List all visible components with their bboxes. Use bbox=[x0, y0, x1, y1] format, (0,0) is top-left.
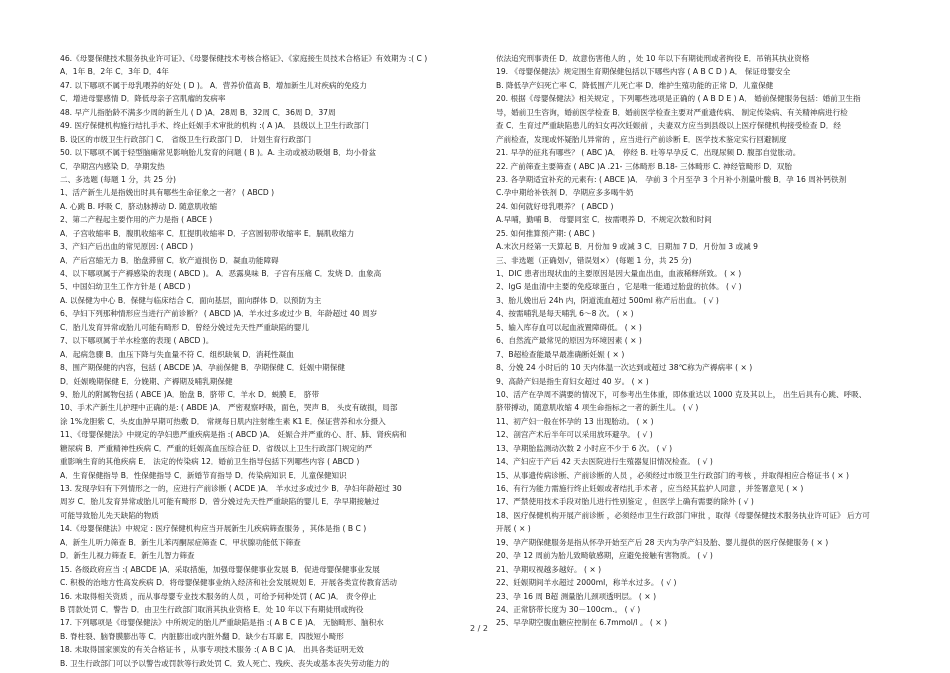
text-line: 12、剖宫产术后半年可以采用放环避孕。 ( √ ) bbox=[496, 430, 653, 440]
left-column bbox=[60, 52, 460, 670]
text-line: 10、活产在孕周不满要的情况下，可参考出生体重，即体重达以 1000 克及其以上， 出生后具有心跳、呼吸、 bbox=[496, 389, 867, 399]
text-line: 23. 各孕期适宜补充的元素有: ( ABCE )A． 孕前 3 个月至孕 3 个月补小剂量叶酸 B．孕 16 周补钙铁剂 bbox=[496, 174, 847, 184]
text-line: 1、DIC 患者出现状血的主要原因是因大量血出血，血液稀释所致。 ( × ) bbox=[496, 269, 742, 278]
text-line: 10、手术产新生儿护理中正确的是: ( ABDE )A． 严密观察呼吸，面色，哭声 B． 头皮有破损，局部 bbox=[60, 403, 398, 413]
text-line: 17. 下列哪项是《母婴保健法》中所规定的胎儿严重缺陷是指 :( A B C E )A． 无脑畸形、脑积水 bbox=[60, 618, 384, 628]
text-line: 3、产妇产后出血的常见原因: ( ABCD ) bbox=[60, 242, 194, 252]
text-line: 22、妊娠期间羊水超过 2000ml，称羊水过多。 ( √ ) bbox=[496, 578, 677, 588]
text-line: 25、早孕期空腹血糖应控制在 6.7mmol/l 。 ( × ) bbox=[496, 618, 668, 628]
text-line: B 罚款处罚 C．警告 D．由卫生行政部门取消其执业资格 E．处 10 年以下有期徒刑或拘役 bbox=[60, 604, 364, 614]
text-line: C．胎儿发育异常或胎儿可能有畸形 D．曾经分娩过先天性严重缺陷的婴儿 bbox=[60, 322, 309, 332]
page-number: 2 / 2 bbox=[470, 624, 488, 633]
text-line: C．孕期宫内感染 D．孕期发热 bbox=[60, 161, 165, 171]
text-line: A. 心跳 B. 呼吸 C．脐动脉搏动 D. 随意肌收缩 bbox=[60, 201, 218, 211]
text-line: 49. 医疗保健机构施行结扎手术、终止妊娠手术审批的机构 :( A )A． 县级以上卫生行政部门 bbox=[60, 121, 369, 131]
text-line: B. 脊柱裂、脑脊膜膨出等 C．内脏膨出或内脏外翻 D．缺少右耳廓 E．四肢短小畸形 bbox=[60, 631, 344, 641]
text-line: D．新生儿视力筛查 E．新生儿智力筛查 bbox=[60, 551, 195, 561]
text-line: 导，婚前卫生咨询，婚前医学检查 B．婚前医学检查主要对严重遗传病、 制定传染病、有关精神病进行检 bbox=[496, 107, 848, 117]
text-line: A．子宫收缩率 B．腹肌收缩率 C．肛提肌收缩率 D．子宫圆韧带收缩率 E．膈肌收缩力 bbox=[60, 228, 355, 238]
text-line: B. 设区的市级卫生行政部门 C． 省级卫生行政部门 D． 计划生育行政部门 bbox=[60, 134, 312, 144]
text-line: C.孕中期给补铁剂 D．孕期应多多喝牛奶 bbox=[496, 188, 634, 198]
text-line: 25. 如何推算预产期: ( ABC ) bbox=[496, 228, 595, 238]
text-line: 4、按需哺乳是每天哺乳 6～8 次。 ( × ) bbox=[496, 309, 634, 319]
text-line: 15、从事遗传病诊断、产前诊断的人员 ，必须经过市级卫生行政部门的考核 ，并取得相应合格证书 ( × ) bbox=[496, 470, 849, 480]
text-line: 48. 早产儿指胎龄不满多少周的新生儿 ( D )A．28周 B．32周 C．36周 D．37周 bbox=[60, 107, 336, 117]
text-line: C．增进母婴感情 D．降低母亲子宫肌瘤的发病率 bbox=[60, 94, 226, 104]
text-line: A．产后宫缩无力 B．胎盘滞留 C．软产道损伤 D．凝血功能障碍 bbox=[60, 255, 279, 265]
text-line: 涂 1%龙胆紫 C．头皮血肿早期可热敷 D． 常规每日肌内注射维生素 K1 E．保证营养和水分摄入 bbox=[60, 416, 386, 426]
text-line: 11、《母婴保健法》中规定的孕妇患严重疾病是指 :( ABCD )A． 妊娠合并严重的心、肝、肺、肾疾病和 bbox=[60, 430, 407, 440]
text-line: 8、围产期保健的内容，包括 ( ABCDE )A．孕前保健 B．孕期保健 C．妊娠中期保健 bbox=[60, 363, 345, 373]
text-line: B. 卫生行政部门可以予以警告或罚款等行政处罚 C．致人死亡、残疾、丧失或基本丧失劳动能力的 bbox=[60, 658, 390, 668]
text-line: 5、中国妇幼卫生工作方针是 ( ABCD ) bbox=[60, 282, 191, 292]
text-line: 2、IgG 是血清中主要的免疫球蛋白 ，它是唯一能通过胎盘的抗体。 ( √ ) bbox=[496, 282, 742, 292]
text-line: 14、产妇应于产后 42 天去医院进行生殖器复旧情况检查。 ( √ ) bbox=[496, 457, 713, 467]
text-line: 查 C．生育过严重缺陷患儿的妇女再次妊娠前 ，夫妻双方应当到县级以上医疗保健机构接受检查 D．经 bbox=[496, 121, 841, 131]
text-line: 脐带搏动，随意肌收缩 4 项生命指标之一者的新生儿。 ( √ ) bbox=[496, 403, 699, 413]
text-line: A．1年 B．2年 C．3年 D．4年 bbox=[60, 67, 169, 77]
text-line: 可能导致胎儿先天缺陷的物质 bbox=[60, 510, 159, 520]
text-line: A．起病急骤 B．血压下降与失血量不符 C．组织缺氧 D．消耗性凝血 bbox=[60, 349, 294, 359]
text-line: B. 降低孕产妇死亡率 C．降低围产儿死亡率 D．维护生殖功能的正常 D．儿童保健 bbox=[496, 80, 774, 90]
text-line: 23、孕 16 周 B超 测量胎儿颈项透明层。 ( × ) bbox=[496, 591, 657, 601]
text-line: A．新生儿听力筛查 B．新生儿苯丙酮尿症筛查 C．甲状腺功能低下筛查 bbox=[60, 537, 301, 547]
text-line: 产前检查，发现或怀疑胎儿异常的 ，应当进行产前诊断 E．医学技术鉴定实行回避制度 bbox=[496, 134, 787, 144]
text-line: 11、初产妇一般在怀孕的 13 出现胎动。 ( × ) bbox=[496, 416, 654, 426]
text-line: 13. 发现孕妇有下列情形之一的，应进行产前诊断 ( ACDE )A． 羊水过多或过少 B．孕妇年龄超过 30 bbox=[60, 484, 402, 493]
text-line: 周岁 C．胎儿发育异常或胎儿可能有畸形 D．曾分娩过先天性严重缺陷的婴儿 E．孕早期接触过 bbox=[60, 497, 380, 507]
text-line: C. 积极的治地方性高发疾病 D．将母婴保健事业纳入经济和社会发展规划 E．开展各类宣传教育活动 bbox=[60, 578, 397, 588]
text-line: 16、有行为能力需施行终止妊娠或者结扎手术者 ，应当经其监护人同意 ，并签署意见 ( × ) bbox=[496, 484, 804, 493]
text-line: 21、孕期叹视越多越好。 ( × ) bbox=[496, 564, 602, 574]
text-line: 糖尿病 B．严重精神性疾病 C．严重的妊娠高血压综合征 D．省级以上卫生行政部门规定的严 bbox=[60, 443, 373, 453]
text-line: 7、以下哪项属于羊水栓塞的表现 ( ABCD )。 bbox=[60, 336, 214, 346]
text-line: 24. 如何就好母乳喂养？ ( ABCD ) bbox=[496, 201, 614, 211]
text-line: 22. 产前筛查主要筛查 ( ABC )A .21- 三体畸形 B.18- 三体畸形 C. 神经管畸形 D．双胎 bbox=[496, 161, 792, 171]
text-line: 14.《母婴保健法》中规定 : 医疗保健机构应当开展新生儿疾病筛查服务 ，其体是指 ( B C ) bbox=[60, 524, 367, 534]
text-line: 24、正常脐带长度为 30－100cm.。 ( √ ) bbox=[496, 604, 641, 614]
text-line: A.末次月经第一天算起 B．月份加 9 或减 3 C．日期加 7 D．月份加 3 或减 9 bbox=[496, 242, 758, 252]
text-line: 3、胎儿娩出后 24h 内，阴道流血超过 500ml 称产后出血。 ( √ ) bbox=[496, 295, 719, 305]
text-line: 5、输入库存血可以起血液置障碍低。 ( × ) bbox=[496, 322, 642, 332]
text-line: 6、孕妇下列那种情形应当进行产前诊断？ ( ABCD )A．羊水过多或过少 B．年龄超过 40 周岁 bbox=[60, 309, 378, 319]
text-line: 8、分娩 24 小时后的 10 天内体温一次达到或超过 38℃称为产褥病率 ( × ) bbox=[496, 363, 753, 373]
text-line: 9、胎儿的附属物包括 ( ABCE )A．胎盘 B．脐带 C．羊水 D．蜕膜 E． 脐带 bbox=[60, 389, 320, 399]
text-line: 1、活产新生儿是指娩出时具有哪些生命征象之一者？ ( ABCD ) bbox=[60, 188, 275, 198]
text-line: 19、孕产期保健服务是指从怀孕开始至产后 28 天内为孕产妇及胎、婴儿提供的医疗保健服务 ( × ) bbox=[496, 537, 829, 547]
text-line: D．妊娠晚期保健 E．分娩期、产褥期及哺乳期保健 bbox=[60, 376, 233, 386]
text-line: 18、医疗保健机构开展产前诊断 ，必须经市卫生行政部门审批 ，取得《母婴保健技术服务执业许可证》 后方可 bbox=[496, 510, 870, 520]
text-line: 46.《母婴保健技术服务执业许可证》、《母婴保健技术考核合格证》、《家庭接生员技术合格证》有效期为 :( C ) bbox=[60, 54, 428, 63]
text-line: 50. 以下哪项不属于轻型脑瘫常见影响胎儿发育的问题 ( B )。A. 主动或被动吸烟 B．均小骨盆 bbox=[60, 148, 377, 158]
text-line: 开展 ( × ) bbox=[496, 524, 531, 534]
text-line: 依法追究刑事责任 D．故意伤害他人的 ，处 10 年以下有期徒刑或者拘役 E．吊销其执业资格 bbox=[496, 54, 810, 63]
text-line: 19. 《母婴保健法》规定围生育期保健包括以下哪些内容 ( A B C D ) A． 保证母婴安全 bbox=[496, 67, 791, 77]
text-line: 三、非选题（正确划√，错误划×） (每题 1 分，共 25 分) bbox=[496, 255, 692, 265]
text-line: 21. 早孕的征兆有哪些？ ( ABC )A． 停经 B. 吐等早孕反 C．出现尿频 D. 腹部自觉胀动。 bbox=[496, 148, 801, 158]
text-line: 15. 各级政府应当 :( ABCDE )A．采取措施，加强母婴保健事业发展 B．促进母婴保健事业发展 bbox=[60, 564, 380, 574]
text-line: A.早哺，勤哺 B． 母婴同室 C．按需喂养 D．不规定次数和时间 bbox=[496, 215, 712, 225]
text-line: A．生育保健指导 B．性保健指导 C．新婚节育指导 D．传染病知识 E．儿童保健知识 bbox=[60, 470, 347, 480]
text-line: 二、多选题 (每题 1 分，共 25 分) bbox=[60, 174, 177, 184]
text-line: 13、孕期胎监测动次数 2 小时应不少于 6 次。 ( √ ) bbox=[496, 443, 673, 453]
text-line: 2、第二产程起主要作用的产力是指 ( ABCE ) bbox=[60, 215, 213, 225]
text-line: 重影响生育的其他疾病 E． 法定的传染病 12．婚前卫生指导包括下列哪些内容 ( ABCD ) bbox=[60, 457, 360, 467]
text-line: 17、严禁使用技术手段对胎儿进行性别鉴定 ，但医学上确有需要的除外 ( √ ) bbox=[496, 497, 754, 507]
text-line: A. 以保健为中心 B．保健与临床结合 C．面向基层，面向群体 D．以预防为主 bbox=[60, 295, 322, 305]
text-line: 6、自然流产最常见的原因为环境因素 ( × ) bbox=[496, 336, 642, 346]
text-line: 20、孕 12 周前为胎儿致畸敏感期，应避免接触有害物质。 ( √ ) bbox=[496, 551, 713, 561]
text-line: 7、B超检查能最早最准确断妊娠 ( × ) bbox=[496, 349, 625, 359]
text-line: 9、高龄产妇是指生育妇女超过 40 岁。 ( × ) bbox=[496, 376, 649, 386]
text-line: 18. 未取得国家颁发的有关合格证书 ，从事专项技术服务 :( A B C )A． 出具各类证明无效 bbox=[60, 645, 364, 655]
right-column bbox=[496, 52, 906, 630]
text-line: 47. 以下哪项不属于母乳喂养的好处 ( D )。 A．营养价值高 B．增加新生儿对疾病的免疫力 bbox=[60, 80, 367, 90]
text-line: 20. 根据《母婴保健法》相关规定 ，下列哪些选项是正确的 ( A B D E ) A． 婚前保健服务包括：婚前卫生指 bbox=[496, 94, 861, 104]
text-line: 16. 未取得相关资质 ，而从事母婴专业技术服务的人员 ，可给予何种处罚 ( AC )A． 责令停止 bbox=[60, 591, 377, 601]
text-line: 4、以下哪项属于产褥感染的表现 ( ABCD )。 A．恶露臭味 B．子宫有压痛 C．发烧 D．血象高 bbox=[60, 269, 382, 278]
